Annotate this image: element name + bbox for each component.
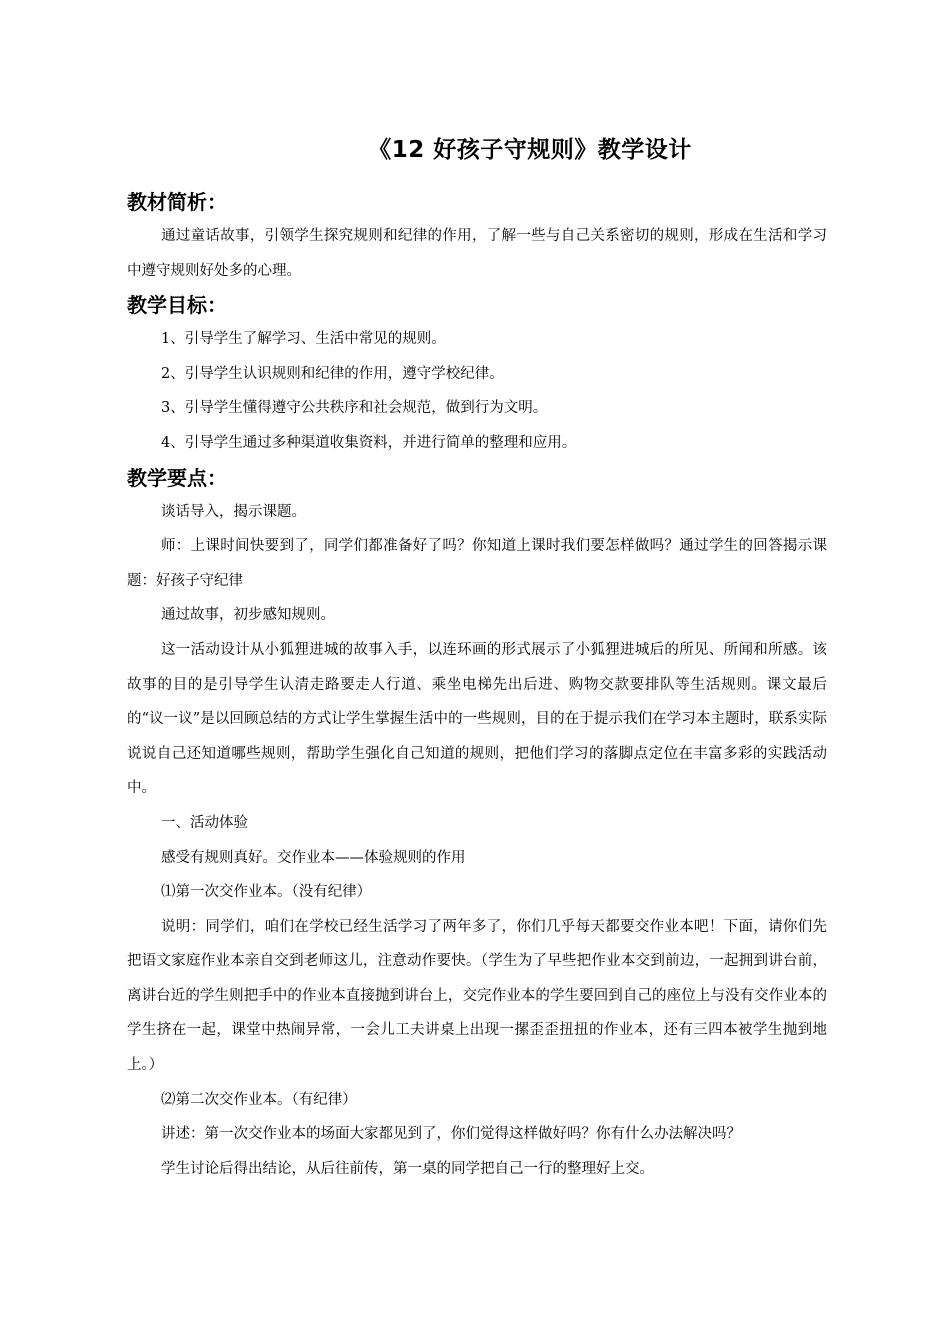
section-heading-textbook-analysis: 教材简析：: [127, 190, 227, 214]
paragraph: 一、活动体验: [161, 814, 248, 831]
section-heading-teaching-goals: 教学目标：: [127, 293, 227, 318]
paragraph: ⑵第二次交作业本。（有纪律）: [161, 1091, 357, 1108]
document-body: [127, 185, 827, 1186]
paragraph: 师：上课时间快要到了，同学们都准备好了吗？你知道上课时我们要怎样做吗？通过学生的回答揭示课题：好孩子守纪律: [127, 538, 827, 589]
paragraph: 讲述：第一次交作业本的场面大家都见到了，你们觉得这样做好吗？你有什么办法解决吗？: [161, 1126, 741, 1143]
paragraph: 学生讨论后得出结论，从后往前传，第一桌的同学把自己一行的整理好上交。: [161, 1160, 654, 1177]
goal-item: 4、引导学生通过多种渠道收集资料，并进行简单的整理和应用。: [161, 434, 577, 451]
goal-item: 2、引导学生认识规则和纪律的作用，遵守学校纪律。: [161, 365, 504, 382]
paragraph: 通过故事，初步感知规则。: [161, 607, 335, 624]
paragraph: ⑴第一次交作业本。（没有纪律）: [161, 884, 372, 901]
section-heading-teaching-points: 教学要点：: [127, 465, 227, 490]
goal-item: 1、引导学生了解学习、生活中常见的规则。: [161, 331, 446, 348]
goal-item: 3、引导学生懂得遵守公共秩序和社会规范，做到行为文明。: [161, 400, 548, 417]
paragraph: 谈话导入，揭示课题。: [161, 503, 306, 520]
paragraph: 这一活动设计从小狐狸进城的故事入手，以连环画的形式展示了小狐狸进城后的所见、所闻和所感。该故事的目的是引导学生认清走路要走人行道、乘坐电梯先出后进、购物交款要排队等生活规则。课文最后的“议一议”是以回顾总结的方式让学生掌握生活中的一些规则，目的在于提示我们在学习本主题时，联系实际说说自己还知道哪些规则，帮助学生强化自己知道的规则，把他们学习的落脚点定位在丰富多彩的实践活动中。: [127, 641, 827, 797]
document-title: 《12 好孩子守规则》教学设计: [368, 137, 692, 163]
paragraph: 通过童话故事，引领学生探究规则和纪律的作用，了解一些与自己关系密切的规则，形成在生活和学习中遵守规则好处多的心理。: [127, 228, 827, 279]
paragraph: 感受有规则真好。交作业本——体验规则的作用: [161, 849, 466, 866]
paragraph: 说明：同学们，咱们在学校已经生活学习了两年多了，你们几乎每天都要交作业本吧！下面，请你们先把语文家庭作业本亲自交到老师这儿，注意动作要快。（学生为了早些把作业本交到前边，一起拥到讲台前，离讲台近的学生则把手中的作业本直接抛到讲台上，交完作业本的学生要回到自己的座位上与没有交作业本的学生挤在一起，课堂中热闹异常，一会儿工夫讲桌上出现一摞歪歪扭扭的作业本，还有三四本被学生抛到地上。）: [127, 918, 827, 1074]
